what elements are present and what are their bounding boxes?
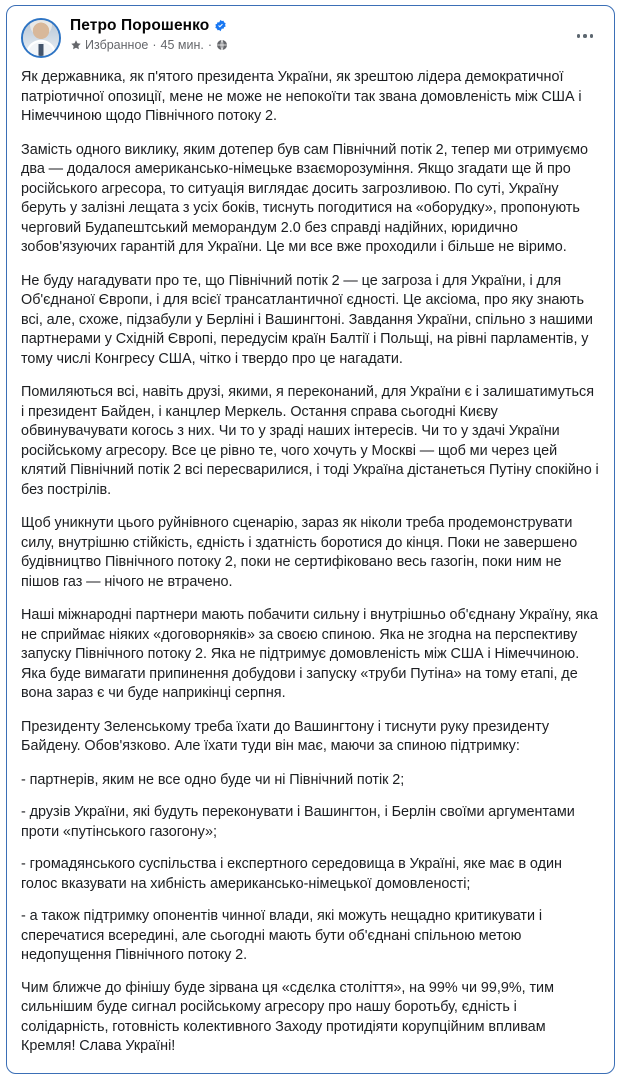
post-list-item: - громадянського суспільства і експертного середовища в Україні, яке має в один голос вказувати на хибність американсько-німецької домовленості; [21,856,562,892]
post-body-text [21,68,600,1057]
post-category-label[interactable]: Избранное [85,37,149,52]
globe-icon[interactable] [216,39,228,51]
ellipsis-dot [583,34,587,38]
author-name[interactable]: Петро Порошенко [70,17,210,34]
post-paragraph: Чим ближче до фінішу буде зірвана ця «сдєлка століття», на 99% чи 99,9%, тим сильнішим буде сигнал російському агресору про нашу боротьбу, єдність і солідарність, готовність колективного Заходу протидіяти корупційним впливам Кремля! Слава Україні! [21,979,554,1054]
ellipsis-dot [590,34,594,38]
post-meta-row [70,38,228,52]
avatar-tie-shape [39,44,44,56]
post-header [21,16,600,62]
post-paragraph: Не буду нагадувати про те, що Північний потік 2 — це загроза і для України, і для Об'єднаної Європи, і для всієї трансатлантичної єдності. Це аксіома, про яку знають всі, але, схоже, підзабули у Берліні і Вашингтоні. Завдання України, спільно з нашими партнерами у Східній Європі, передусім країн Балтії і Польщі, на рівні парламентів, у тому числі Конгресу США, чітко і твердо про це нагадати. [21,272,593,367]
verified-badge-icon [214,19,227,32]
post-paragraph: Замість одного виклику, яким дотепер був сам Північний потік 2, тепер ми отримуємо два — додалося американсько-німецьке взаєморозуміння. Якщо згадати ще й про російського агресора, то ситуація виглядає досить загрозливою. По суті, Україну беруть у залізні лещата з усіх боків, тиснуть погодитися на «оборудку», пропонують черговий Будапештський меморандум 2.0 без справді надійних, юридично зобов'язуючих гарантій для України. Це ми все вже проходили і більше не віримо. [21,141,588,255]
avatar[interactable] [21,18,61,58]
post-paragraph: Президенту Зеленському треба їхати до Вашингтону і тиснути руку президенту Байдену. Обов'язково. Але їхати туди він має, маючи за спиною підтримку: [21,718,550,754]
post-paragraph: Щоб уникнути цього руйнівного сценарію, зараз як ніколи треба продемонструвати силу, внутрішню стійкість, єдність і здатність боротися до кінця. Поки не завершено будівництво Північного потоку 2, поки не сертифіковано весь газогін, поки ним не пішов газ — нічого не втрачено. [21,515,578,590]
post-list-item: - а також підтримку опонентів чинної влади, які можуть нещадно критикувати і сперечатися всередині, але сьогодні мають бути об'єднані спільною метою недопущення Північного потоку 2. [21,908,543,963]
meta-separator-1: · [152,37,157,52]
ellipsis-dot [577,34,581,38]
post-paragraph: Як державника, як п'ятого президента України, як зрештою лідера демократичної патріотичної опозиції, мене не може не непокоїти так звана домовленість між США і Німеччиною щодо Північного потоку 2. [21,69,582,124]
post-list-item: - партнерів, яким не все одно буде чи ні Північний потік 2; [21,771,405,788]
author-name-row [70,17,228,35]
facebook-post-card [6,5,615,1074]
post-more-options-button[interactable] [570,25,600,47]
post-paragraph: Наші міжнародні партнери мають побачити сильну і внутрішньо об'єднану Україну, яка не сприймає ніяких «договорняків» за своєю спиною. Яка не згодна на перспективу запуску Північного потоку 2. Яка не підтримує домовленість між США і Німеччиною. Яка буде вимагати припинення добудови і запуску «труби Путіна» на тому етапі, де вона зараз є чи буде наприкінці серпня. [21,607,598,701]
post-author-block [70,16,228,52]
star-icon [70,39,82,51]
post-paragraph: Помиляються всі, навіть друзі, якими, я переконаний, для України є і залишатимуться і президент Байден, і канцлер Меркель. Остання справа сьогодні Києву обвинувачувати когось з них. Чи то у зраді наших інтересів. Чи то у здачі України російському агресору. Все це рівно те, чого хочуть у Москві — щоб ми через цей клятий Північний потік 2 всі пересварилися, і тоді Україна дістанеться Путіну спокійно і без пострілів. [21,384,599,498]
meta-separator-2: · [207,37,213,52]
post-timestamp[interactable]: 45 мин. [160,37,204,52]
post-list-item: - друзів України, які будуть переконувати і Вашингтон, і Берлін своїми аргументами проти «путінського газогону»; [21,804,575,840]
